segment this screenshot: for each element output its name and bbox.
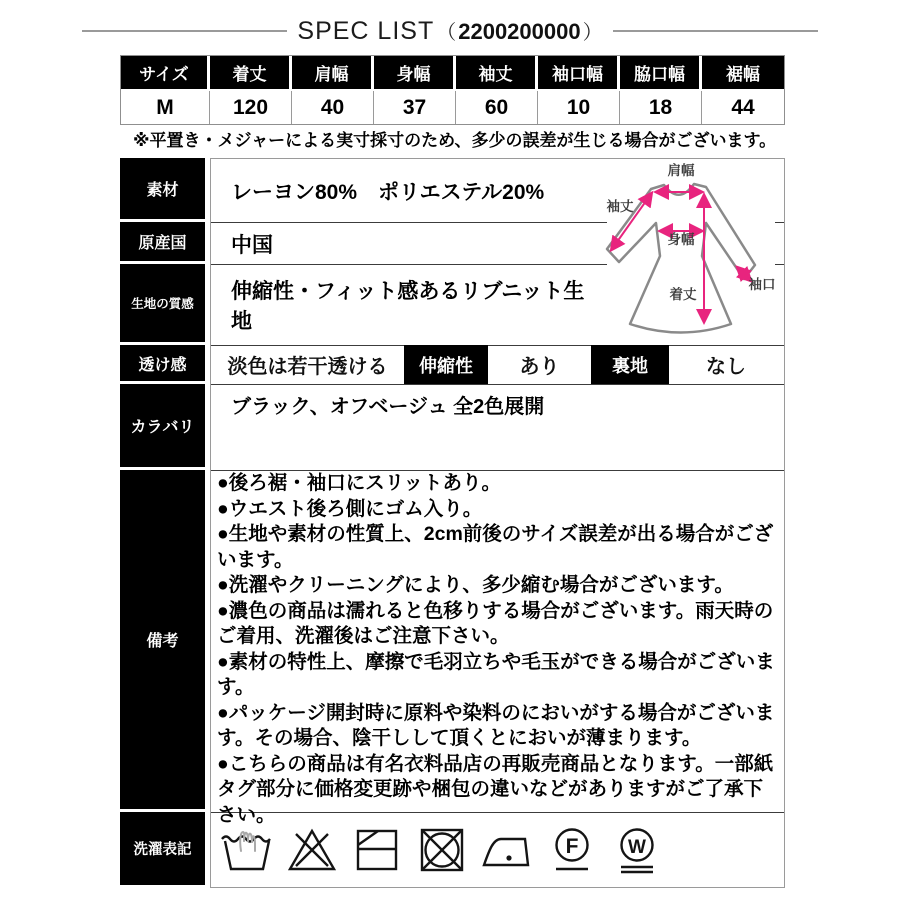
do-not-bleach-icon: [286, 824, 338, 876]
title-right-rule: [613, 30, 818, 32]
spec-content-area: [210, 158, 785, 888]
lining-value: なし: [706, 356, 746, 378]
hand-wash-icon: [221, 824, 273, 876]
size-value: 60: [456, 91, 538, 124]
size-col-header: 袖口幅: [538, 56, 620, 89]
texture-value: 伸縮性・フィット感あるリブニット生地: [231, 279, 585, 333]
shoulder-width-label: 肩幅: [667, 163, 695, 178]
origin-value: 中国: [231, 233, 273, 257]
garment-length-label: 着丈: [669, 287, 697, 302]
remark-item: ●素材の特性上、摩擦で毛羽立ちや毛玉ができる場合がございます。: [217, 650, 775, 699]
size-col-header: 身幅: [374, 56, 456, 89]
stretch-label: 伸縮性: [404, 345, 488, 384]
remark-item: ●生地や素材の性質上、2cm前後のサイズ誤差が出る場合がございます。: [217, 523, 774, 571]
remark-item: ●後ろ裾・袖口にスリットあり。: [217, 472, 501, 494]
label-laundry: 洗濯表記: [120, 812, 205, 885]
cuff-label: 袖口: [748, 277, 776, 292]
do-not-tumble-dry-icon: [416, 824, 468, 876]
size-value: 44: [731, 95, 755, 119]
material-value: レーヨン80% ポリエステル20%: [231, 180, 545, 204]
row-divider: [211, 264, 607, 266]
label-material: 素材: [120, 158, 205, 219]
size-value: 40: [292, 91, 374, 124]
size-value: 120: [210, 91, 292, 124]
remark-item: ●パッケージ開封時に原料や染料のにおいがする場合がございます。その場合、陰干しして頂くとにおいが薄まります。: [217, 701, 775, 750]
size-col-header: 脇口幅: [620, 56, 702, 89]
size-value: 10: [538, 91, 620, 124]
f-letter: F: [565, 835, 579, 858]
measurement-note: ※平置き・メジャーによる実寸採寸のため、多少の誤差が生じる場合がございます。: [133, 131, 777, 150]
label-texture: 生地の質感: [120, 264, 205, 342]
size-col-header: 裾幅: [726, 65, 760, 84]
remarks-list: [217, 471, 776, 826]
stretch-value: あり: [519, 356, 560, 378]
colorvar-value: ブラック、オフベージュ 全2色展開: [231, 395, 545, 418]
remark-item: ●洗濯やクリーニングにより、多少縮む場合がございます。: [217, 574, 734, 597]
size-value: 18: [620, 91, 702, 124]
sleeve-length-label: 袖丈: [606, 199, 634, 214]
size-value: 37: [374, 91, 456, 124]
wet-clean-very-mild-icon: [611, 824, 663, 876]
size-col-header: サイズ: [121, 56, 210, 89]
label-sheer: 透け感: [120, 345, 205, 381]
size-value: M: [121, 91, 210, 124]
size-table-header-row: [121, 56, 784, 89]
spec-list-header: [0, 16, 900, 46]
label-notes: 備考: [120, 470, 205, 809]
paren-open: （: [436, 22, 457, 44]
laundry-symbols-row: [221, 813, 663, 887]
dry-flat-in-shade-icon: [351, 824, 403, 876]
label-colorvar: カラバリ: [120, 384, 205, 467]
size-table-value-row: [121, 89, 784, 124]
remark-item: ●濃色の商品は濡れると色移りする場合がございます。雨天時のご着用、洗濯後はご注意下さい。: [217, 599, 774, 648]
label-origin: 原産国: [120, 222, 205, 261]
lining-label: 裏地: [591, 345, 669, 384]
row-divider: [211, 222, 607, 224]
size-col-header: 肩幅: [292, 56, 374, 89]
dry-clean-petroleum-mild-icon: [546, 824, 598, 876]
w-letter: W: [628, 837, 646, 858]
size-col-header: 着丈: [210, 56, 292, 89]
page-title: SPEC LIST: [297, 17, 435, 45]
iron-low-heat-icon: [481, 824, 533, 876]
sheer-value: 淡色は若干透ける: [227, 356, 388, 378]
remark-item: ●ウエスト後ろ側にゴム入り。: [217, 497, 483, 520]
title-left-rule: [82, 30, 287, 32]
spec-detail-table: [120, 158, 785, 888]
size-table: [120, 55, 785, 125]
measurement-diagram: [594, 161, 783, 344]
paren-close: ）: [582, 22, 603, 44]
product-code: 2200200000: [458, 19, 581, 44]
size-col-header: 袖丈: [456, 56, 538, 89]
body-width-label: 身幅: [667, 232, 695, 247]
remark-item: ●こちらの商品は有名衣料品店の再販売商品となります。一部紙タグ部分に価格変更跡や梱包の違いなどがありますがご了承下さい。: [217, 752, 774, 826]
